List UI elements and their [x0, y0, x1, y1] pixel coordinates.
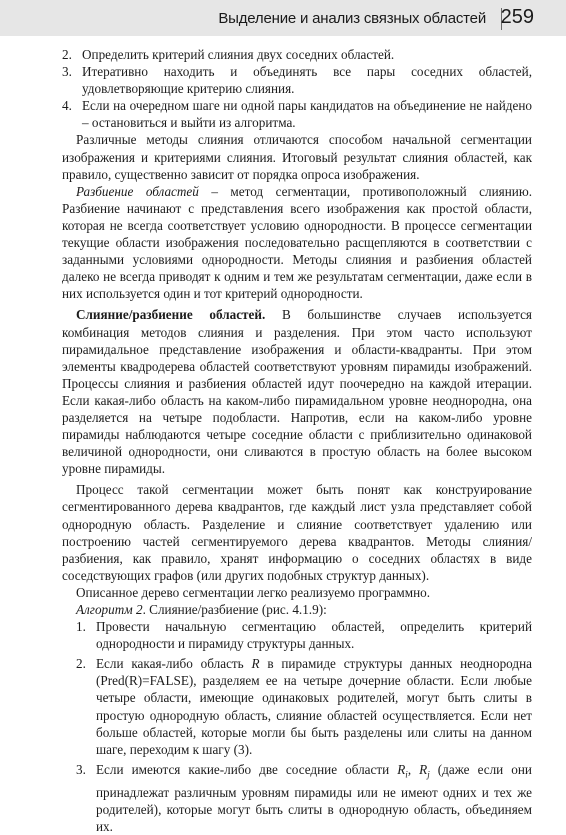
paragraph: Процесс такой сегментации может быть понят как конструирование сегментированного дерева квадрантов, где каждый лист узла представляет собой однородную область. Разделение и слияние соответствует удалению или построению частей сегментируемого дерева квадрантов. Методы слияния/разбиения, как правило, хранят информацию о соседних областях в виде соседствующих графов (или других подобных структур данных). — [62, 482, 532, 583]
list-item: 2. Если какая-либо область R в пирамиде структуры данных неоднородна (Pred(R)=FALSE), разделяем ее на четыре дочерние области. Если любые четыре области, имеющие одинаковых родителей, могут быть слиты в простую однородную область, слияние областей осуществляется. Если нет больше областей, которые могли бы быть разделены или слиты на данном шаге, переходим к шагу (3). — [76, 656, 532, 757]
variable: R — [419, 761, 428, 777]
term: Разбиение областей — [76, 183, 199, 199]
running-header — [0, 0, 566, 36]
paragraph: Различные методы слияния отличаются способом начальной сегментации изображения и критериями слияния. Итоговый результат слияния областей, как правило, существенно зависит от порядка опроса изображения. — [62, 132, 532, 182]
list-item — [62, 46, 532, 63]
list-number: 4. — [62, 98, 72, 114]
section-heading: Слияние/разбиение областей. — [76, 307, 266, 323]
list-number: 2. — [76, 656, 86, 672]
page-number: 259 — [500, 6, 534, 28]
list-text: Итеративно находить и объединять все пары соседних областей, удовлетворяющие критерию слияния. — [82, 64, 532, 97]
list-text: Определить критерий слияния двух соседних областей. — [82, 47, 395, 62]
algorithm-title: Алгоритм 2. Слияние/разбиение (рис. 4.1.9): — [76, 602, 327, 617]
list-number: 3. — [76, 761, 86, 777]
body-text — [62, 46, 532, 835]
list-item — [62, 97, 532, 131]
list-number: 3. — [62, 64, 72, 80]
list-item — [76, 618, 532, 652]
list-number: 1. — [76, 619, 86, 635]
chapter-title: Выделение и анализ связных областей — [218, 10, 486, 27]
list-text: Если на очередном шаге ни одной пары кандидатов на объединение не найдено – остановиться и выйти из алгоритма. — [82, 98, 532, 131]
list-item: 3. Если имеются какие-либо две соседние области $R_i$, $R_j$ (даже если они принадлежат различным уровням пирамиды или не имеют одних и тех же родителей), которые могут быть слиты в однородную область, объединяем их. — [76, 761, 532, 834]
list-text: Провести начальную сегментацию областей, определить критерий однородности и пирамиду структуры данных. — [96, 619, 532, 652]
paragraph: Разбиение областей – метод сегментации, противоположный слиянию. Разбиение начинают с представления всего изображения как простой области, которая не всегда соответствует условию однородности. В процессе сегментации текущие области изображения последовательно расщепляются в соответствии с заданными условиями однородности. Методы слияния и разбиения областей далеко не всегда приводят к одним и тем же результатам сегментации, даже если в них используется один и тот критерий однородности. — [62, 183, 532, 302]
variable: R — [251, 656, 260, 672]
paragraph: Описанное дерево сегментации легко реализуемо программно. — [76, 584, 431, 600]
paragraph: Слияние/разбиение областей. В большинстве случаев используется комбинация методов слияния и разделения. При этом часто используют пирамидальное представление изображения и области-квадранты. При этом элементы квадродерева областей соответствуют уровням пирамиды изображений. Процессы слияния и разбиения областей идут поочередно на каждой итерации. Если какая-либо область на каком-либо пирамидальном уровне неоднородна, она разделяется на четыре подобласти. Напротив, если на каком-либо уровне пирамиды наблюдаются четыре соседние области с приблизительно одинаковой величиной однородности, они сливаются в простую область на более высоком уровне пирамиды. — [62, 307, 532, 477]
variable: R — [397, 761, 406, 777]
list-number: 2. — [62, 47, 72, 62]
list-item — [62, 63, 532, 97]
